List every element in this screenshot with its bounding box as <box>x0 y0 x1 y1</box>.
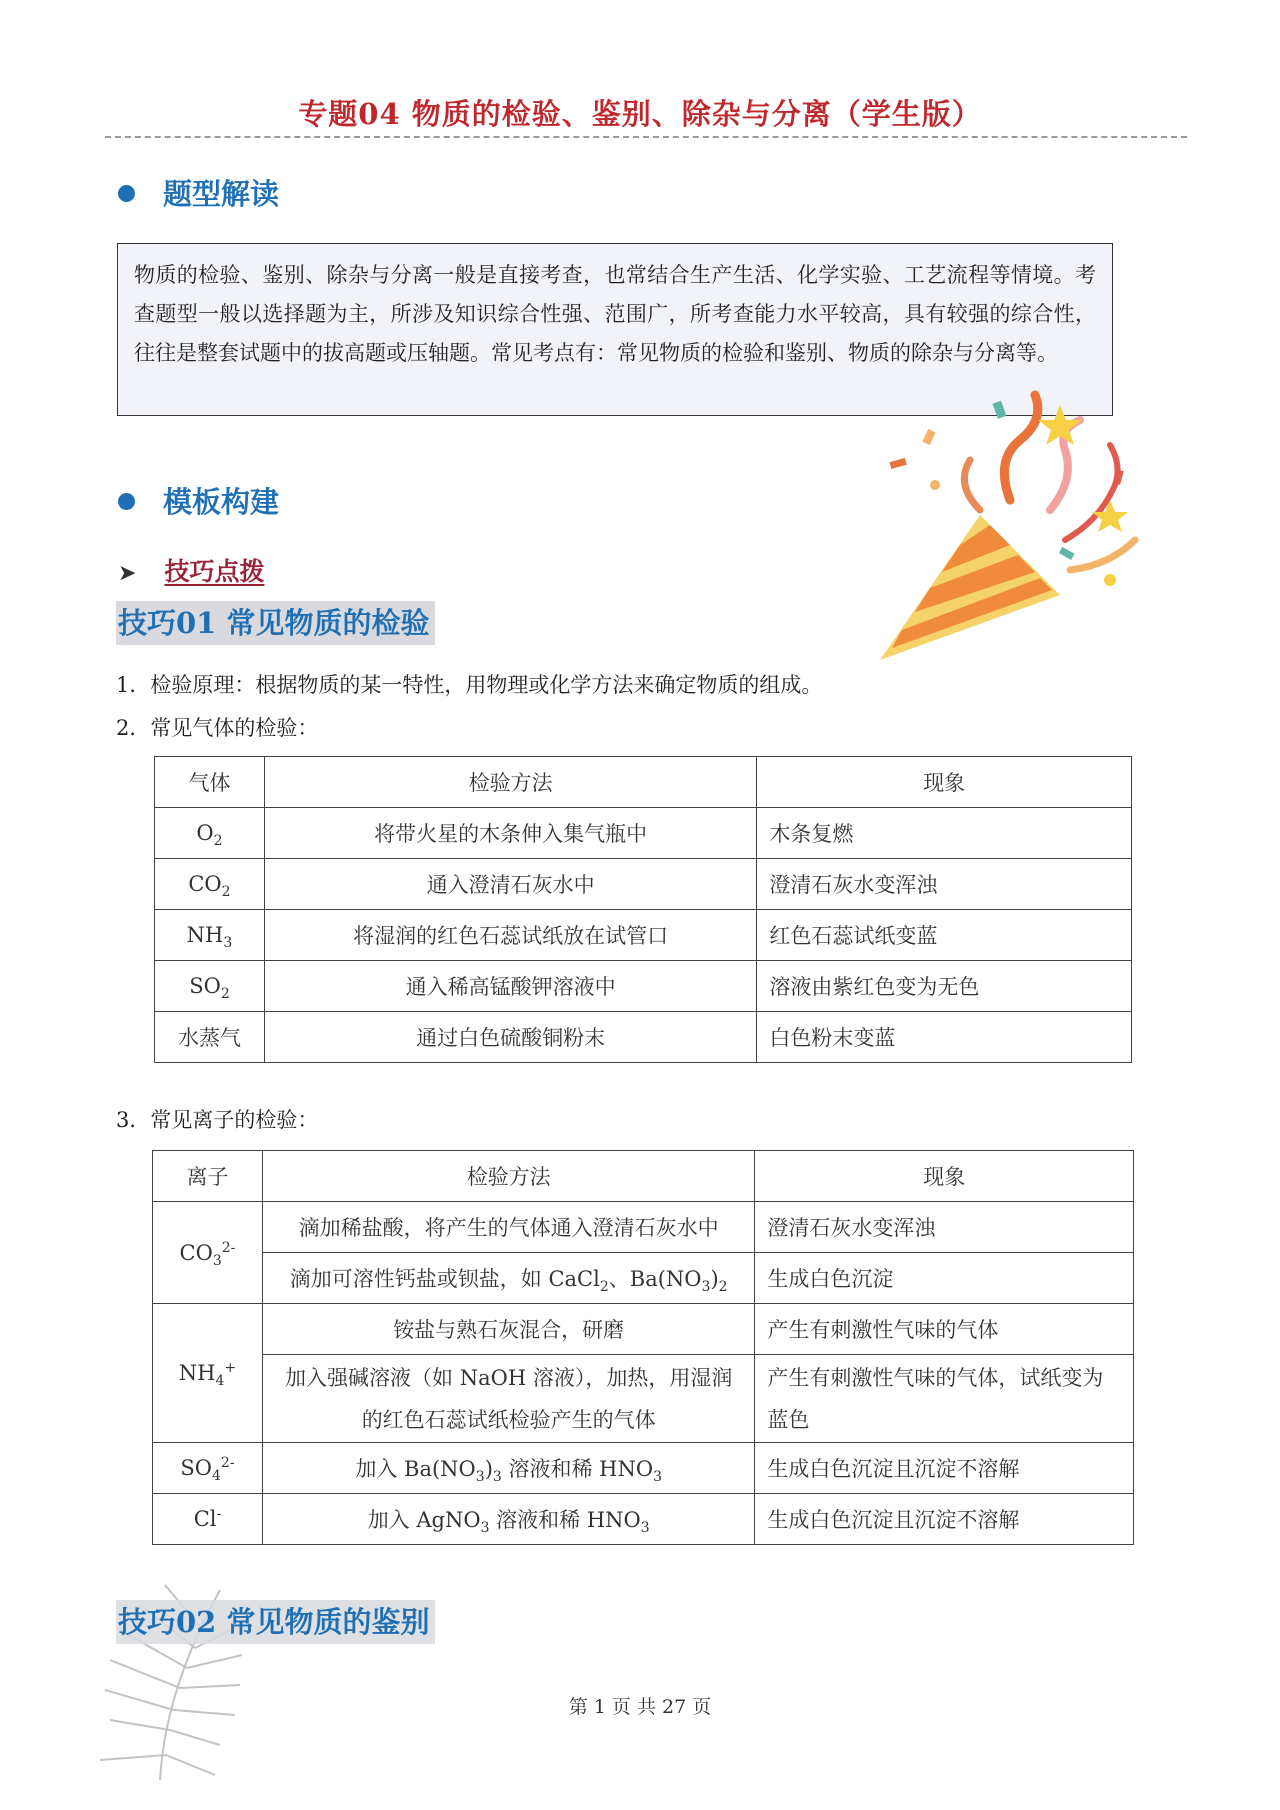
ion-cell-nh4: $NH_4^+$ <box>153 1304 263 1443</box>
ion-cell-co3: $CO_3^{2-}$ <box>153 1202 263 1304</box>
gas-cell: $O_2$ <box>155 808 265 859</box>
table-row <box>155 961 1132 1012</box>
method-cell: 通入澄清石灰水中 <box>264 859 756 910</box>
result-cell: 澄清石灰水变浑浊 <box>755 1202 1134 1253</box>
paragraph-ion-title: 3．常见离子的检验： <box>116 1108 319 1132</box>
method-cell: 通过白色硫酸铜粉末 <box>264 1012 756 1063</box>
skill-02-heading: 技巧02 常见物质的鉴别 <box>116 1600 435 1644</box>
method-cell: 滴加稀盐酸，将产生的气体通入澄清石灰水中 <box>262 1202 754 1253</box>
table-row <box>153 1355 1134 1443</box>
bullet-dot-icon <box>118 185 135 202</box>
result-cell: 生成白色沉淀 <box>755 1253 1134 1304</box>
ion-cell-cl: Cl- <box>153 1494 263 1545</box>
result-cell: 产生有刺激性气味的气体 <box>755 1304 1134 1355</box>
ion-cell-so4: $SO_4^{2-}$ <box>153 1443 263 1494</box>
gas-test-table <box>154 756 1132 1063</box>
title-divider <box>105 136 1187 138</box>
page-title: 专题04 物质的检验、鉴别、除杂与分离（学生版） <box>298 97 982 131</box>
section-heading-interpretation <box>118 172 279 213</box>
result-cell: 白色粉末变蓝 <box>757 1012 1132 1063</box>
paragraph-principle: 1．检验原理：根据物质的某一特性，用物理或化学方法来确定物质的组成。 <box>116 673 823 697</box>
method-cell: 加入强碱溶液（如 NaOH 溶液），加热，用湿润的红色石蕊试纸检验产生的气体 <box>262 1355 754 1443</box>
subheading-text: 技巧点拨 <box>164 557 265 586</box>
header-cell: 现象 <box>757 757 1132 808</box>
result-cell: 红色石蕊试纸变蓝 <box>757 910 1132 961</box>
table-row <box>155 859 1132 910</box>
method-cell: 加入 $Ba(NO_3)_3$ 溶液和稀 $HNO_3$ <box>262 1443 754 1494</box>
header-cell: 离子 <box>153 1151 263 1202</box>
paragraph-gas-title: 2．常见气体的检验： <box>116 716 319 740</box>
method-cell: 将湿润的红色石蕊试纸放在试管口 <box>264 910 756 961</box>
table-header-row <box>153 1151 1134 1202</box>
header-cell: 检验方法 <box>264 757 756 808</box>
page-footer: 第 1 页 共 27 页 <box>568 1696 712 1718</box>
ion-test-table <box>152 1150 1134 1545</box>
section-heading-text: 题型解读 <box>163 177 280 211</box>
result-cell: 产生有刺激性气味的气体，试纸变为蓝色 <box>755 1355 1134 1443</box>
section-heading-text: 模板构建 <box>163 485 280 519</box>
table-row <box>155 808 1132 859</box>
intro-text: 物质的检验、鉴别、除杂与分离一般是直接考查，也常结合生产生活、化学实验、工艺流程等情境。考查题型一般以选择题为主，所涉及知识综合性强、范围广，所考查能力水平较高，具有较强的综合性，往往是整套试题中的拔高题或压轴题。常见考点有：常见物质的检验和鉴别、物质的除杂与分离等。 <box>134 263 1096 365</box>
bullet-dot-icon <box>118 493 135 510</box>
section-heading-template <box>118 480 279 521</box>
gas-cell: $NH_3$ <box>155 910 265 961</box>
method-cell: 加入 AgNO$_3$ 溶液和稀 $HNO_3$ <box>262 1494 754 1545</box>
table-row <box>155 1012 1132 1063</box>
method-cell: 通入稀高锰酸钾溶液中 <box>264 961 756 1012</box>
table-header-row <box>155 757 1132 808</box>
method-cell: 将带火星的木条伸入集气瓶中 <box>264 808 756 859</box>
table-row <box>153 1443 1134 1494</box>
result-cell: 生成白色沉淀且沉淀不溶解 <box>755 1494 1134 1545</box>
result-cell: 木条复燃 <box>757 808 1132 859</box>
gas-cell: 水蒸气 <box>155 1012 265 1063</box>
table-row <box>153 1253 1134 1304</box>
gas-cell: $SO_2$ <box>155 961 265 1012</box>
method-cell: 滴加可溶性钙盐或钡盐，如 CaCl$_2$、$Ba(NO_3)_2$ <box>262 1253 754 1304</box>
result-cell: 溶液由紫红色变为无色 <box>757 961 1132 1012</box>
result-cell: 澄清石灰水变浑浊 <box>757 859 1132 910</box>
subheading-tips <box>118 552 264 588</box>
table-row <box>153 1494 1134 1545</box>
skill-01-heading: 技巧01 常见物质的检验 <box>116 601 435 645</box>
gas-cell: $CO_2$ <box>155 859 265 910</box>
party-popper-icon <box>860 390 1150 670</box>
header-cell: 检验方法 <box>262 1151 754 1202</box>
arrow-right-icon: ➤ <box>118 561 137 586</box>
table-row <box>153 1304 1134 1355</box>
header-cell: 气体 <box>155 757 265 808</box>
table-row <box>155 910 1132 961</box>
table-row <box>153 1202 1134 1253</box>
result-cell: 生成白色沉淀且沉淀不溶解 <box>755 1443 1134 1494</box>
header-cell: 现象 <box>755 1151 1134 1202</box>
method-cell: 铵盐与熟石灰混合，研磨 <box>262 1304 754 1355</box>
